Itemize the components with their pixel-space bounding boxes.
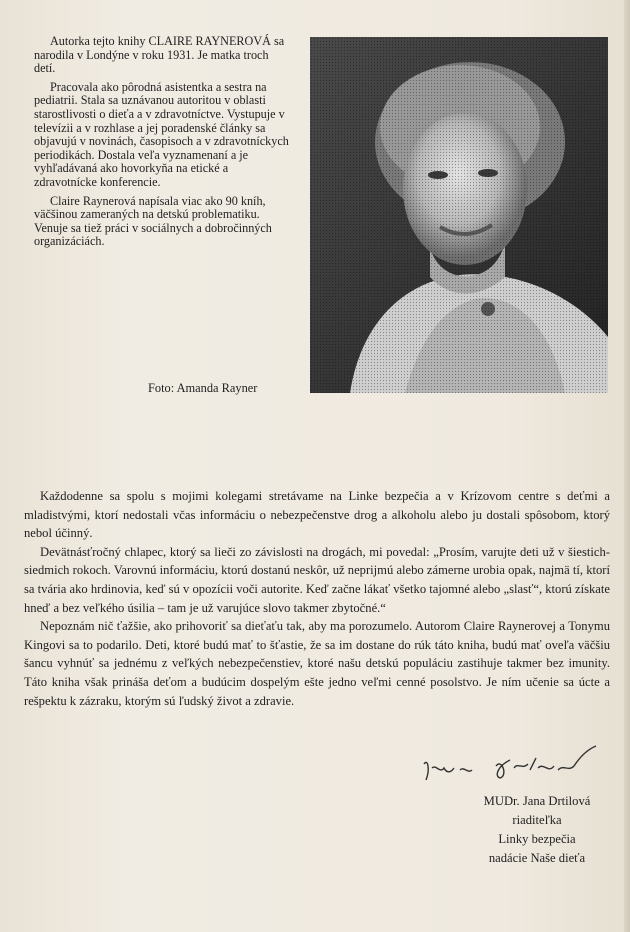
photo-caption: Foto: Amanda Rayner (148, 381, 258, 395)
bio-paragraph-1: Autorka tejto knihy CLAIRE RAYNEROVÁ sa narodila v Londýne v roku 1931. Je matka troch detí. (34, 34, 285, 76)
foreword-paragraph-1: Každodenne sa spolu s mojimi kolegami stretávame na Linke bezpečia a v Krízovom centre s deťmi a mladistvými, ktorí nedostali včas informáciu o nebezpečenstve drog a alkoholu alebo ju dostali spôsobom, ktorý nebol účinný. (24, 489, 610, 541)
page-edge-shadow (624, 0, 630, 932)
signatory-org-line-1: Linky bezpečia (498, 832, 576, 846)
bio-paragraph-3: Claire Raynerová napísala viac ako 90 kníh, väčšinou zameraných na detskú problematiku. Venuje sa tiež práci v sociálnych a dobročinných organizáciách. (34, 193, 272, 249)
signature-block (462, 792, 612, 868)
signatory-role: riaditeľka (512, 813, 562, 827)
bio-paragraph-2: Pracovala ako pôrodná asistentka a sestra na pediatrii. Stala sa uznávanou autoritou v oblasti starostlivosti o dieťa a v zdravotníctve. Vystupuje v televízii a v rozhlase a jej poradenské články sa objavujú v novinách, časopisoch a v zdravotníckych periodikách. Dostala veľa vyznamenaní a je vyhľadávaná ako hovorkyňa na etické a zdravotnícke konferencie. (34, 79, 289, 189)
author-portrait-image (310, 37, 608, 393)
author-bio (34, 35, 290, 254)
foreword-paragraph-3: Nepoznám nič ťažšie, ako prihovoriť sa dieťaťu tak, aby ma porozumelo. Autorom Claire Raynerovej a Tonymu Kingovi sa to podarilo. Deti, ktoré budú mať to šťastie, že sa im dostane do rúk táto kniha, budú mať oveľa väčšiu šancu vyhnúť sa jednému z veľkých nebezpečenstiev, ktoré našu detskú populáciu zastihuje takmer bez imunity. Táto kniha však prináša deťom a budúcim dospelým ešte jedno veľmi cenné posolstvo. Je ním učenie sa úcte a rešpektu k zázraku, ktorým sú ľudský život a zdravie. (24, 619, 610, 708)
foreword (24, 487, 610, 710)
foreword-paragraph-2: Devätnásťročný chlapec, ktorý sa lieči zo závislosti na drogách, mi povedal: „Prosím, varujte deti už v šiestich-siedmich rokoch. Varovnú informáciu, ktorú dostanú neskôr, už neprijmú alebo zámerne urobia opak, najmä tí, ktorí sa tvária ako hrdinovia, keď sú v opozícii voči autorite. Keď začne lákať všetko tajomné alebo „slasť“, ktorú získate hneď a bez veľkého úsilia – tam je už varujúce slovo takmer zbytočné.“ (24, 544, 610, 615)
signatory-org-line-2: nadácie Naše dieťa (488, 851, 586, 865)
signatory-name: MUDr. Jana Drtilová (483, 794, 591, 808)
handwritten-signature (418, 740, 608, 795)
signature-image (418, 740, 608, 790)
author-photo (310, 37, 608, 393)
